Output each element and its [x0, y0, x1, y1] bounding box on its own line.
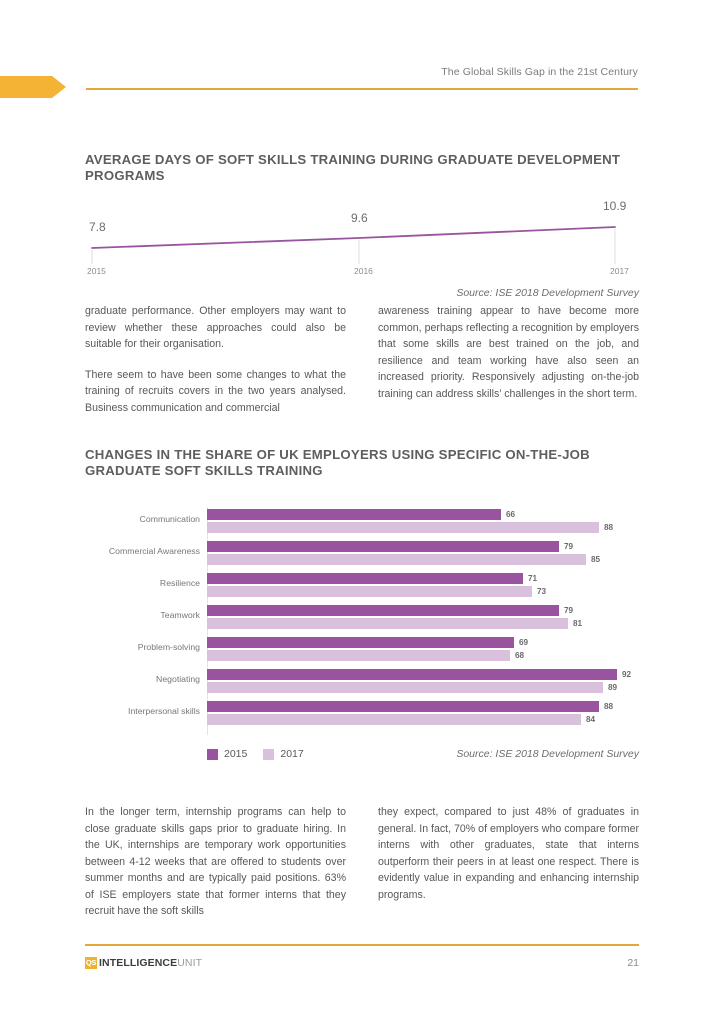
line-chart-title: AVERAGE DAYS OF SOFT SKILLS TRAINING DURING GRADUATE DEVELOPMENT PROGRAMS: [85, 152, 621, 183]
line-chart-section: [85, 152, 639, 299]
bar-category-label: Communication: [139, 514, 200, 524]
bar-value-2017: 85: [591, 555, 601, 564]
bar-chart-section: [85, 447, 639, 760]
legend-label: 2015: [224, 748, 248, 760]
bar-value-2015: 71: [528, 574, 538, 583]
bar-chart-source: Source: ISE 2018 Development Survey: [456, 748, 639, 760]
bar-2015: [207, 637, 514, 648]
legend-item-2015: [207, 748, 247, 760]
bar-chart-legend: [207, 748, 304, 760]
bar-value-2017: 73: [537, 587, 547, 596]
bar-value-2015: 79: [564, 542, 574, 551]
bar-chart-plot: [85, 505, 639, 760]
qs-intelligence-unit-logo: [85, 957, 202, 969]
page-header: [0, 0, 724, 115]
bar-category-label: Resilience: [159, 578, 200, 588]
paragraph: they expect, compared to just 48% of graduates in general. In fact, 70% of employers who compare former interns with other graduates, state that interns outperform their peers in at least one respect. There is evidently value in expanding and enhancing internship programs.: [378, 806, 639, 901]
bar-category-label: Negotiating: [156, 674, 200, 684]
line-chart-source: Source: ISE 2018 Development Survey: [456, 287, 639, 299]
bar-group: [85, 637, 639, 663]
bar-category-label: Teamwork: [160, 610, 200, 620]
bar-2015: [207, 669, 617, 680]
lower-right-column: [378, 804, 639, 920]
page-footer: [85, 944, 639, 973]
bar-category-label: Commercial Awareness: [108, 546, 200, 556]
lower-text-columns: [85, 804, 639, 920]
bar-2017: [207, 586, 532, 597]
logo-text-intelligence: INTELLIGENCE: [99, 956, 178, 969]
bar-value-2015: 92: [622, 670, 632, 679]
bar-group: [85, 541, 639, 567]
bar-value-2017: 88: [604, 523, 614, 532]
line-chart-value-2017: 10.9: [603, 199, 627, 213]
line-chart-axis-label-2017: 2017: [610, 266, 629, 276]
bar-group: [85, 509, 639, 535]
bar-2015: [207, 541, 559, 552]
line-chart-axis-label-2015: 2015: [87, 266, 106, 276]
line-chart-value-2016: 9.6: [351, 211, 368, 225]
line-chart-plot: [85, 194, 639, 276]
bar-category-label: Problem-solving: [137, 642, 200, 652]
line-chart-series-line: [92, 227, 615, 248]
bar-group: [85, 669, 639, 695]
bar-2017: [207, 714, 581, 725]
header-title: The Global Skills Gap in the 21st Century: [441, 66, 638, 78]
bar-value-2017: 89: [608, 683, 618, 692]
bar-group: [85, 605, 639, 631]
legend-label: 2017: [280, 748, 304, 760]
paragraph: In the longer term, internship programs can help to close graduate skills gaps prior to graduate hiring. In the UK, internships are temporary work opportunities between 4-12 weeks that are offered to students over summer months and are typically paid positions. 63% of ISE employers state that former interns that they recruit have the soft skills: [85, 806, 346, 917]
legend-item-2017: [263, 748, 303, 760]
bar-chart-title: CHANGES IN THE SHARE OF UK EMPLOYERS USING SPECIFIC ON-THE-JOB GRADUATE SOFT SKILLS TRAINING: [85, 447, 590, 478]
paragraph: graduate performance. Other employers may want to review whether these approaches could also be suitable for their organisation.: [85, 305, 346, 350]
legend-swatch-icon: [263, 749, 274, 760]
upper-right-column: [378, 303, 639, 416]
lower-left-column: [85, 804, 346, 920]
line-chart-value-2015: 7.8: [89, 220, 106, 234]
paragraph: awareness training appear to have become more common, perhaps reflecting a recognition by employers that some skills are best trained on the job, and resilience and team working have also seen an increased priority. Responsively adjusting on-the-job training can address skills’ challenges in the short term.: [378, 305, 639, 400]
footer-content: [85, 957, 639, 973]
bar-value-2015: 69: [519, 638, 529, 647]
bar-2015: [207, 605, 559, 616]
line-chart-svg: [85, 194, 639, 264]
bar-2015: [207, 573, 523, 584]
header-divider-rule: [86, 88, 638, 90]
bar-2017: [207, 682, 603, 693]
qs-logo-icon: QS: [85, 957, 97, 967]
bar-group: [85, 573, 639, 599]
upper-left-column: [85, 303, 346, 416]
footer-divider-rule: [85, 944, 639, 946]
bar-2017: [207, 650, 510, 661]
bar-value-2017: 68: [515, 651, 525, 660]
bar-2017: [207, 554, 586, 565]
bar-category-label: Interpersonal skills: [128, 706, 200, 716]
bar-value-2017: 81: [573, 619, 583, 628]
bar-2015: [207, 509, 501, 520]
header-arrow-decoration: [0, 76, 52, 98]
paragraph: There seem to have been some changes to what the training of recruits covers in the two years analysed. Business communication and commercial: [85, 368, 346, 414]
bar-value-2017: 84: [586, 715, 596, 724]
bar-value-2015: 88: [604, 702, 614, 711]
bar-value-2015: 79: [564, 606, 574, 615]
bar-2015: [207, 701, 599, 712]
line-chart-axis-label-2016: 2016: [354, 266, 373, 276]
bar-group: [85, 701, 639, 727]
bar-2017: [207, 618, 568, 629]
logo-text-unit: UNIT: [177, 956, 203, 969]
legend-swatch-icon: [207, 749, 218, 760]
page-number: 21: [627, 956, 639, 969]
bar-2017: [207, 522, 599, 533]
upper-text-columns: [85, 303, 639, 416]
bar-value-2015: 66: [506, 510, 516, 519]
